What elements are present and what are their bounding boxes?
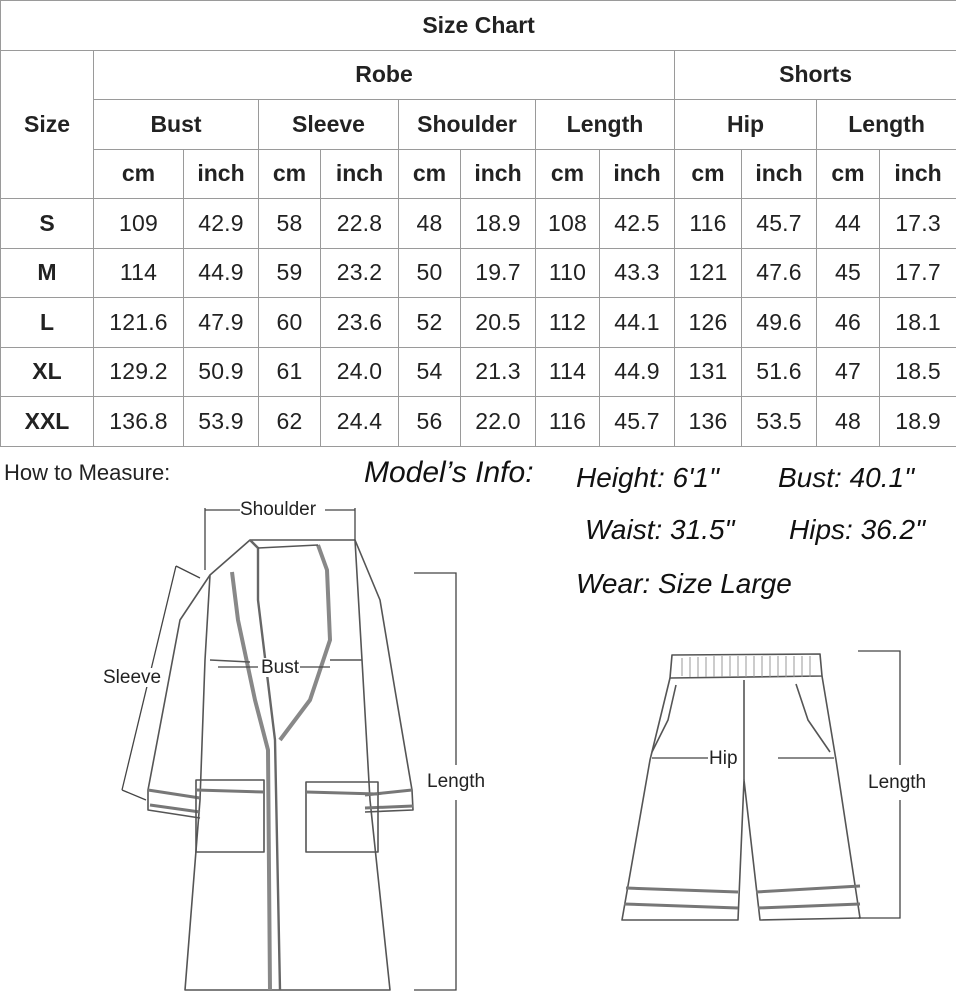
shorts-measure-lines <box>652 651 900 918</box>
measurement-cell: 45 <box>817 248 880 298</box>
robe-length-label: Length <box>427 771 486 792</box>
shorts-length-label: Length <box>868 772 927 793</box>
measurement-cell: 108 <box>536 199 600 249</box>
size-row-xxl <box>1 397 956 447</box>
measurement-cell: 42.9 <box>184 199 259 249</box>
unit-cell: inch <box>184 149 259 199</box>
measurement-cell: 50 <box>399 248 461 298</box>
measurement-cell: 49.6 <box>742 298 817 348</box>
measurement-cell: 22.8 <box>321 199 399 249</box>
measurement-cell: 23.6 <box>321 298 399 348</box>
measurement-cell: 44.9 <box>600 347 675 397</box>
unit-cell: inch <box>461 149 536 199</box>
robe-group-header: Robe <box>94 50 675 100</box>
measurement-cell: 47.6 <box>742 248 817 298</box>
measurement-cell: 18.9 <box>880 397 956 447</box>
measurement-cell: 53.5 <box>742 397 817 447</box>
measurement-cell: 121 <box>675 248 742 298</box>
size-label: M <box>1 248 94 298</box>
unit-cell: inch <box>742 149 817 199</box>
measurement-cell: 44.9 <box>184 248 259 298</box>
shoulder-header: Shoulder <box>399 100 536 150</box>
hip-header: Hip <box>675 100 817 150</box>
measurement-cell: 17.7 <box>880 248 956 298</box>
robe-shoulder-label: Shoulder <box>240 499 317 520</box>
unit-cell: cm <box>94 149 184 199</box>
unit-cell: inch <box>321 149 399 199</box>
measurement-cell: 109 <box>94 199 184 249</box>
measurement-cell: 45.7 <box>600 397 675 447</box>
measurement-cell: 46 <box>817 298 880 348</box>
shorts-illustration <box>622 654 860 920</box>
measurement-cell: 47 <box>817 347 880 397</box>
measurement-cell: 44 <box>817 199 880 249</box>
bust-header: Bust <box>94 100 259 150</box>
measurement-cell: 20.5 <box>461 298 536 348</box>
robe-sleeve-label: Sleeve <box>103 667 162 688</box>
size-chart-table <box>0 0 956 447</box>
measurement-cell: 22.0 <box>461 397 536 447</box>
measurement-cell: 53.9 <box>184 397 259 447</box>
model-hips: Hips: 36.2" <box>789 514 926 545</box>
measurement-cell: 136 <box>675 397 742 447</box>
measurement-cell: 126 <box>675 298 742 348</box>
unit-cell: cm <box>259 149 321 199</box>
size-row-l <box>1 298 956 348</box>
unit-cell: inch <box>880 149 956 199</box>
size-rows <box>1 199 956 447</box>
measurement-cell: 116 <box>675 199 742 249</box>
sleeve-header: Sleeve <box>259 100 399 150</box>
size-chart-title: Size Chart <box>1 1 956 51</box>
measurement-cell: 60 <box>259 298 321 348</box>
unit-cell: cm <box>675 149 742 199</box>
measurement-cell: 129.2 <box>94 347 184 397</box>
measurement-cell: 114 <box>536 347 600 397</box>
size-row-m <box>1 248 956 298</box>
shorts-length-header: Length <box>817 100 956 150</box>
measurement-cell: 48 <box>817 397 880 447</box>
measurement-cell: 54 <box>399 347 461 397</box>
unit-row <box>1 149 956 199</box>
measurement-cell: 19.7 <box>461 248 536 298</box>
size-row-xl <box>1 347 956 397</box>
model-wear: Wear: Size Large <box>576 568 792 599</box>
measurement-cell: 42.5 <box>600 199 675 249</box>
measurement-cell: 51.6 <box>742 347 817 397</box>
measurement-cell: 24.0 <box>321 347 399 397</box>
size-label: XL <box>1 347 94 397</box>
measurement-cell: 23.2 <box>321 248 399 298</box>
unit-cell: cm <box>817 149 880 199</box>
robe-length-header: Length <box>536 100 675 150</box>
measurement-cell: 62 <box>259 397 321 447</box>
measurement-cell: 45.7 <box>742 199 817 249</box>
unit-cell: inch <box>600 149 675 199</box>
measurement-cell: 131 <box>675 347 742 397</box>
measurement-cell: 50.9 <box>184 347 259 397</box>
measurement-cell: 18.9 <box>461 199 536 249</box>
size-label: S <box>1 199 94 249</box>
measurement-cell: 18.1 <box>880 298 956 348</box>
robe-illustration <box>148 540 413 990</box>
model-height: Height: 6'1" <box>576 462 719 493</box>
model-bust: Bust: 40.1" <box>778 462 915 493</box>
size-row-s <box>1 199 956 249</box>
measurement-cell: 114 <box>94 248 184 298</box>
unit-cell: cm <box>536 149 600 199</box>
measurement-cell: 47.9 <box>184 298 259 348</box>
measurement-cell: 59 <box>259 248 321 298</box>
measurement-cell: 56 <box>399 397 461 447</box>
size-column-header: Size <box>1 50 94 199</box>
size-label: L <box>1 298 94 348</box>
how-to-measure-heading: How to Measure: <box>4 460 171 485</box>
robe-bust-label: Bust <box>261 657 300 678</box>
measurement-cell: 116 <box>536 397 600 447</box>
measurement-cell: 21.3 <box>461 347 536 397</box>
measurement-cell: 48 <box>399 199 461 249</box>
shorts-group-header: Shorts <box>675 50 956 100</box>
robe-measure-lines <box>122 508 456 990</box>
measurement-cell: 112 <box>536 298 600 348</box>
measurement-cell: 18.5 <box>880 347 956 397</box>
model-info-title: Model’s Info: <box>364 456 534 489</box>
measurement-cell: 136.8 <box>94 397 184 447</box>
measurement-cell: 58 <box>259 199 321 249</box>
size-label: XXL <box>1 397 94 447</box>
measurement-cell: 43.3 <box>600 248 675 298</box>
measurement-cell: 110 <box>536 248 600 298</box>
measurement-cell: 17.3 <box>880 199 956 249</box>
model-waist: Waist: 31.5" <box>585 514 735 545</box>
measurement-cell: 52 <box>399 298 461 348</box>
measurement-cell: 44.1 <box>600 298 675 348</box>
shorts-hip-label: Hip <box>709 748 738 769</box>
unit-cell: cm <box>399 149 461 199</box>
measurement-cell: 61 <box>259 347 321 397</box>
measurement-cell: 24.4 <box>321 397 399 447</box>
measurement-cell: 121.6 <box>94 298 184 348</box>
